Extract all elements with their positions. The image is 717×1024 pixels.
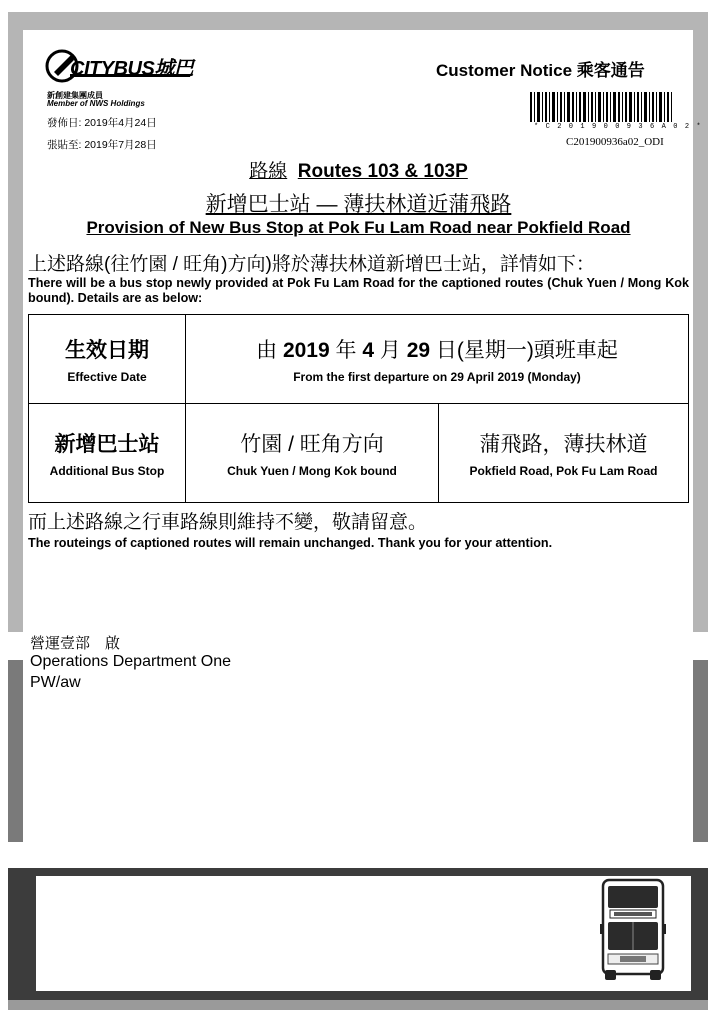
frame-right-bar — [693, 12, 708, 632]
direction-en: Chuk Yuen / Mong Kok bound — [227, 464, 397, 478]
effective-value-en: From the first departure on 29 April 2019 (Monday) — [293, 370, 581, 384]
frame-left-bar-lower — [8, 660, 23, 842]
member-en: Member of NWS Holdings — [47, 99, 145, 108]
heading-zh: 新增巴士站 — 薄扶林道近蒲飛路 — [205, 193, 512, 216]
intro-zh: 上述路線(往竹園 / 旺角)方向)將於薄扶林道新增巴士站，詳情如下： — [28, 254, 595, 275]
location-en: Pokfield Road, Pok Fu Lam Road — [469, 464, 658, 478]
details-table — [28, 314, 689, 503]
stop-label-cell — [29, 404, 186, 503]
effective-value-cell — [186, 315, 689, 404]
effective-value-zh: 由 2019 年 4 月 29 日(星期一)頭班車起 — [256, 339, 618, 362]
stop-label-zh: 新增巴士站 — [54, 433, 160, 456]
post-until-date: 張貼至: 2019年7月28日 — [47, 139, 157, 151]
bottom-line — [8, 1000, 708, 1010]
intro-en: There will be a bus stop newly provided at Pok Fu Lam Road for the captioned routes (Chuk Yuen / Mong Kok bound). Details are as below: — [28, 276, 689, 305]
double-decker-bus-icon — [600, 878, 666, 982]
signature-en: Operations Department One — [30, 653, 231, 670]
location-zh: 蒲飛路，薄扶林道 — [479, 433, 648, 456]
signature-zh: 營運壹部 啟 — [30, 635, 121, 652]
bottom-panel — [36, 876, 691, 991]
direction-cell — [186, 404, 439, 503]
frame-right-bar-lower — [693, 660, 708, 842]
stop-label-en: Additional Bus Stop — [49, 464, 165, 478]
route-title-zh: 路線 — [249, 161, 288, 182]
route-title — [0, 156, 717, 183]
barcode-number: * C 2 0 1 9 0 0 9 3 6 A 0 2 * — [534, 123, 703, 131]
heading-en: Provision of New Bus Stop at Pok Fu Lam Road near Pokfield Road — [86, 218, 631, 237]
notice-title: Customer Notice 乘客通告 — [436, 61, 645, 80]
issue-date: 發佈日: 2019年4月24日 — [47, 117, 157, 129]
effective-label-zh: 生效日期 — [65, 339, 149, 362]
location-cell — [439, 404, 689, 503]
effective-label-cell — [29, 315, 186, 404]
signature-initials: PW/aw — [30, 674, 81, 691]
frame-top-bar — [8, 12, 708, 30]
member-zh: 新創建集團成員 — [47, 91, 103, 100]
closing-en: The routeings of captioned routes will remain unchanged. Thank you for your attention. — [28, 536, 553, 550]
barcode-icon — [530, 92, 672, 122]
direction-zh: 竹園 / 旺角方向 — [240, 433, 384, 456]
frame-left-bar — [8, 12, 23, 632]
reference-code: C201900936a02_ODI — [566, 136, 664, 148]
route-title-en: Routes 103 & 103P — [297, 161, 468, 182]
closing-zh: 而上述路線之行車路線則維持不變，敬請留意。 — [28, 512, 428, 533]
logo-text: CITYBUS城巴 — [70, 58, 194, 80]
effective-label-en: Effective Date — [67, 370, 147, 384]
